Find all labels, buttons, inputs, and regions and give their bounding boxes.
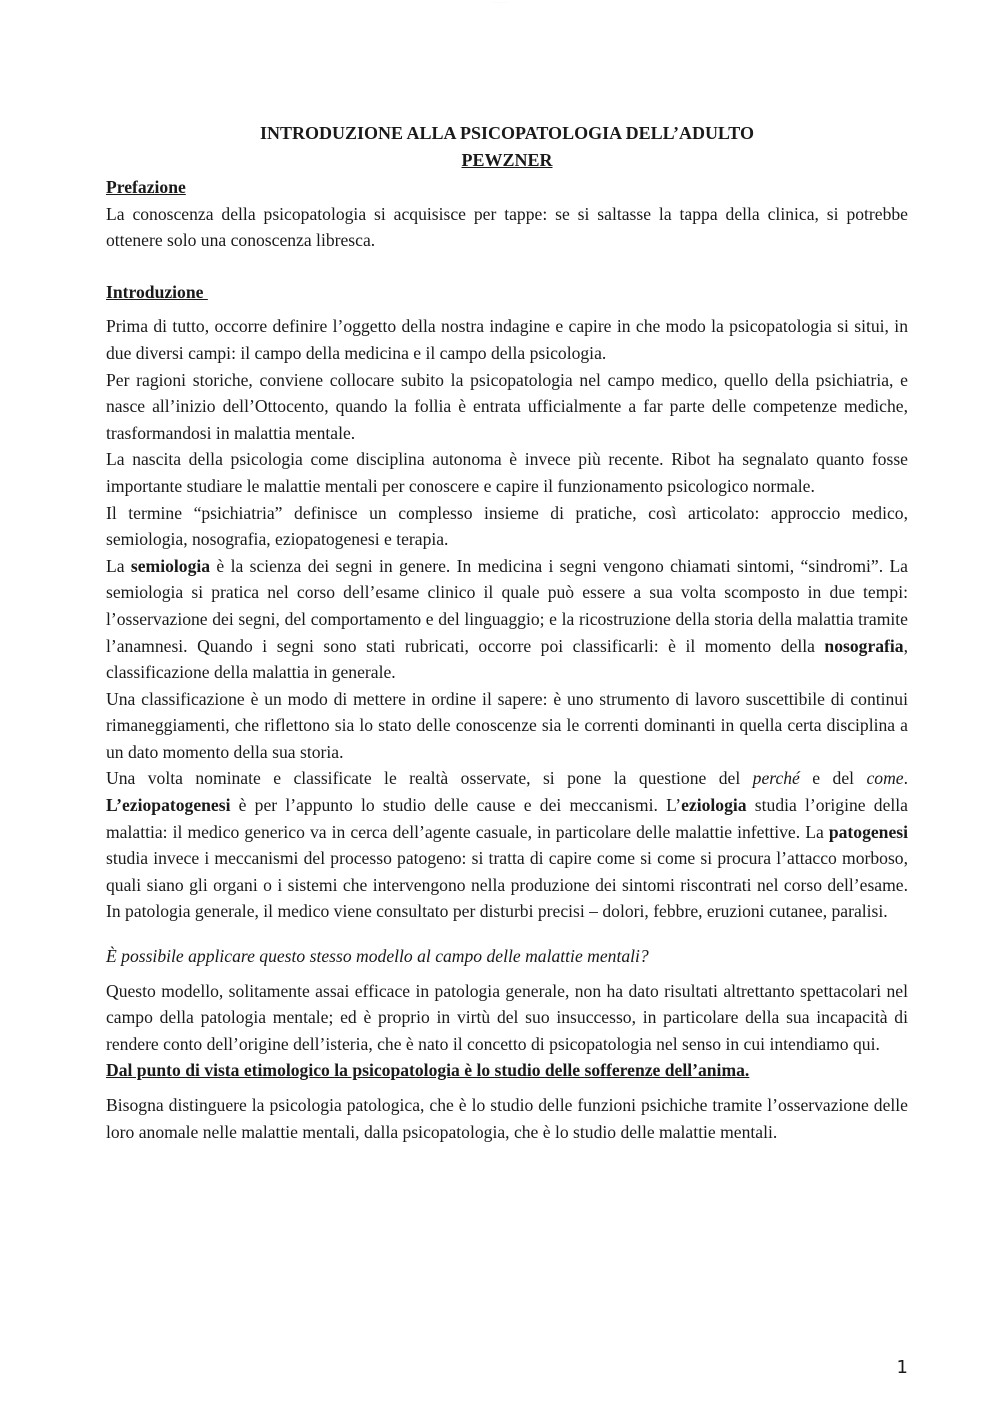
text-run: studia invece i meccanismi del processo patogeno: si tratta di capire come si come si procura l’attacco morboso, quali siano gli organi o i sistemi che intervengono nella produzione dei sintomi riscontrati nel corso dell’esame. In patologia generale, il medico viene consultato per disturbi precisi – dolori, febbre, eruzioni cutanee, paralisi. [106, 848, 908, 922]
term-semiologia: semiologia [130, 555, 211, 576]
intro-paragraph-modello: Questo modello, solitamente assai efficace in patologia generale, non ha dato risultati altrettanto spettacolari nel campo della patologia mentale; ed è proprio in virtù del suo insuccesso, in particolare della sua incapacità di rendere conto dell’origine dell’isteria, che è nato il concetto di psicopatologia nel senso in cui intendiamo qui. [106, 980, 908, 1054]
intro-paragraph-3: La nascita della psicologia come disciplina autonoma è invece più recente. Ribot ha segnalato quanto fosse importante studiare le malattie mentali per conoscere e capire il funzionamento psicologico normale. [106, 449, 908, 496]
intro-paragraph-1: Prima di tutto, occorre definire l’oggetto della nostra indagine e capire in che modo la psicopatologia si situi, in due diversi campi: il campo della medicina e il campo della psicologia. [106, 316, 908, 363]
text-run: studia l’origine della malattia: il medico generico va in cerca dell’agente casuale, in particolare delle malattie infettive. La [106, 795, 908, 842]
term-eziopatogenesi: L’eziopatogenesi [106, 795, 231, 816]
document-body [106, 120, 908, 1145]
document-title: INTRODUZIONE ALLA PSICOPATOLOGIA DELL’ADULTO [260, 123, 754, 143]
intro-paragraph-semiologia [106, 553, 908, 686]
text-run: e del [799, 768, 867, 789]
prefazione-paragraph: La conoscenza della psicopatologia si acquisisce per tappe: se si saltasse la tappa della clinica, si potrebbe ottenere solo una conoscenza libresca. [106, 203, 908, 251]
intro-paragraph-4: Il termine “psichiatria” definisce un complesso insieme di pratiche, così articolato: approccio medico, semiologia, nosografia, eziopatogenesi e terapia. [106, 502, 908, 550]
page-number: 1 [896, 1357, 908, 1378]
text-run: Una volta nominate e classificate le realtà osservate, si pone la questione del [106, 768, 753, 789]
term-perche: perché [752, 768, 800, 789]
intro-paragraph-eziopatogenesi [106, 765, 908, 925]
etymology-statement: Dal punto di vista etimologico la psicopatologia è lo studio delle sofferenze dell’anima. [106, 1060, 750, 1081]
term-come: come [866, 768, 904, 789]
term-patogenesi: patogenesi [828, 821, 908, 842]
text-run: è per l’appunto lo studio delle cause e dei meccanismi. L’ [230, 795, 682, 816]
question-paragraph: È possibile applicare questo stesso modello al campo delle malattie mentali? [106, 946, 649, 967]
intro-paragraph-distinzione: Bisogna distinguere la psicologia patologica, che è lo studio delle funzioni psichiche tramite l’osservazione delle loro anomale nelle malattie mentali, dalla psicopatologia, che è lo studio delle malattie mentali. [106, 1095, 908, 1142]
page-header-mark: · · · · · · · · · · [491, 0, 509, 4]
term-eziologia: eziologia [681, 795, 747, 816]
text-run: , classificazione della malattia in generale. [106, 635, 908, 683]
text-run: La [106, 555, 131, 576]
section-heading-prefazione: Prefazione [106, 177, 186, 197]
text-run: . [903, 768, 908, 789]
intro-paragraph-classificazione: Una classificazione è un modo di mettere in ordine il sapere: è uno strumento di lavoro suscettibile di continui rimaneggiamenti, che riflettono sia lo stato delle conoscenze sia le correnti dominanti in quella certa disciplina a un dato momento della sua storia. [106, 688, 908, 762]
document-author: PEWZNER [461, 150, 553, 170]
text-run: è la scienza dei segni in genere. In medicina i segni vengono chiamati sintomi, “sindromi”. La semiologia si pratica nel corso dell’esame clinico il quale può essere a sua volta scomposto in due tempi: l’osservazione dei segni, del comportamento e del linguaggio; e la ricostruzione della storia della malattia tramite l’anamnesi. Quando i segni sono stati rubricati, occorre poi classificarli: è il momento della [106, 555, 908, 656]
section-heading-introduzione: Introduzione [106, 281, 208, 302]
term-nosografia: nosografia [824, 635, 904, 656]
intro-paragraph-2: Per ragioni storiche, conviene collocare subito la psicopatologia nel campo medico, quello della psichiatria, e nasce all’inizio dell’Ottocento, quando la follia è entrata ufficialmente a far parte delle competenze mediche, trasformandosi in malattia mentale. [106, 369, 908, 443]
